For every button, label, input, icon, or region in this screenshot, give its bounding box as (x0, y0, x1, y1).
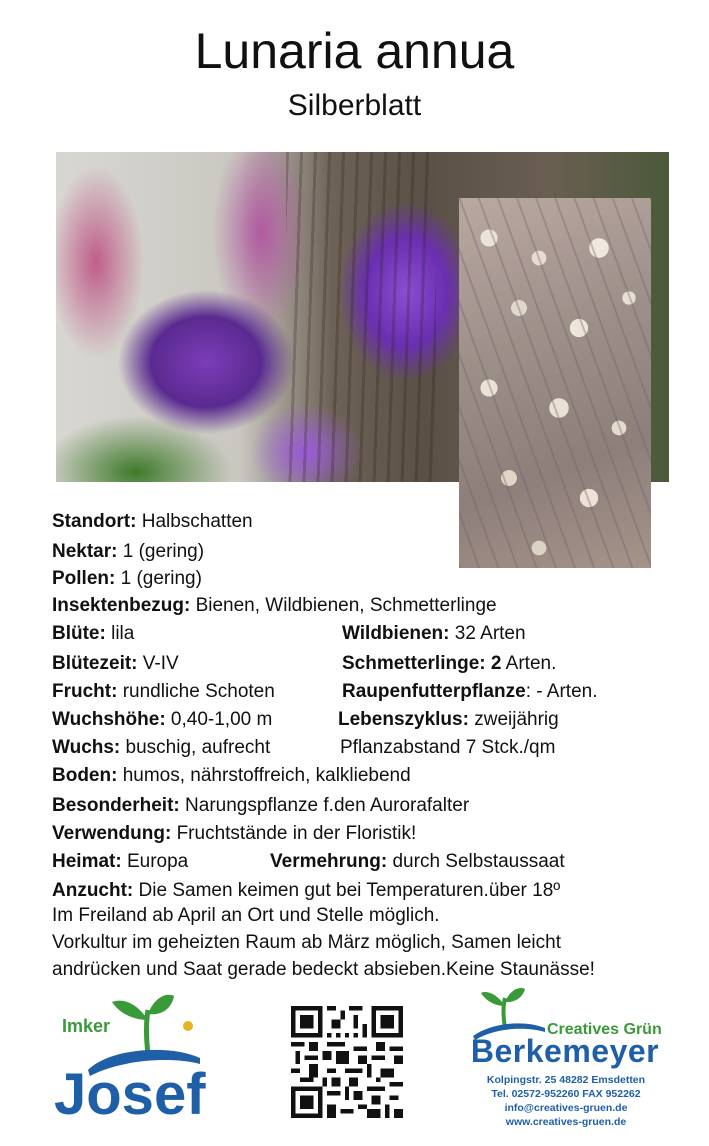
sprout-icon (481, 988, 525, 1028)
schmetterlinge-label: Schmetterlinge: 2 (342, 653, 502, 674)
bluetezeit-label: Blütezeit: (52, 653, 138, 674)
berk-email[interactable]: info@creatives-gruen.de (504, 1102, 628, 1114)
schmetterlinge-value: Arten. (501, 653, 557, 674)
schmetterlinge-row (342, 652, 556, 676)
raupenfutterpflanze-label: Raupenfutterpflanze (342, 681, 526, 702)
vermehrung-label: Vermehrung: (270, 851, 388, 872)
heimat-row (52, 850, 188, 874)
wuchshoehe-value: 0,40-1,00 m (165, 709, 273, 730)
vermehrung-row (270, 850, 565, 874)
nektar-value: 1 (gering) (117, 541, 205, 562)
anzucht-line-3: Vorkultur im geheizten Raum ab März möglich, Samen leicht (52, 932, 562, 953)
wuchs-label: Wuchs: (52, 737, 121, 758)
besonderheit-label: Besonderheit: (52, 795, 180, 816)
anzucht-line-2: Im Freiland ab April an Ort und Stelle möglich. (52, 905, 440, 926)
pflanzabstand: Pflanzabstand 7 Stck./qm (340, 737, 556, 758)
creatives-gruen-text: Creatives Grün (547, 1021, 662, 1038)
boden-row (52, 764, 411, 788)
bluete-label: Blüte: (52, 623, 106, 644)
pollen-row (52, 567, 202, 591)
boden-label: Boden: (52, 765, 118, 786)
page-title: Lunaria annua (194, 23, 515, 79)
anzucht-line-4: andrücken und Saat gerade bedeckt absieben.Keine Staunässe! (52, 959, 595, 980)
verwendung-value: Fruchtstände in der Floristik! (171, 823, 417, 844)
page-subtitle: Silberblatt (287, 89, 422, 122)
lebenszyklus-label: Lebenszyklus: (338, 709, 469, 730)
pollen-label: Pollen: (52, 568, 116, 589)
wildbienen-row (342, 622, 526, 646)
wuchshoehe-label: Wuchshöhe: (52, 709, 166, 730)
anzucht-value: Die Samen keimen gut bei Temperaturen.über 18º (133, 880, 561, 901)
heimat-label: Heimat: (52, 851, 122, 872)
bee-icon (183, 1021, 193, 1031)
lebenszyklus-value: zweijährig (468, 709, 559, 730)
nektar-label: Nektar: (52, 541, 118, 562)
wuchs-value: buschig, aufrecht (120, 737, 271, 758)
berk-web[interactable]: www.creatives-gruen.de (505, 1116, 627, 1128)
tree-trunk-texture (286, 152, 436, 482)
imker-josef-logo (50, 992, 225, 1122)
nektar-row (52, 540, 204, 564)
berkemeyer-name: Berkemeyer (470, 1033, 660, 1069)
raupenfutterpflanze-value: : - Arten. (525, 681, 598, 702)
standort-value: Halbschatten (136, 511, 253, 532)
standort-label: Standort: (52, 511, 137, 532)
insektenbezug-row (52, 594, 497, 618)
seed-pod-photo (459, 198, 651, 568)
anzucht-row (52, 879, 560, 903)
bluetezeit-value: V-IV (137, 653, 179, 674)
boden-value: humos, nährstoffreich, kalkliebend (117, 765, 411, 786)
anzucht-label: Anzucht: (52, 880, 134, 901)
insektenbezug-value: Bienen, Wildbienen, Schmetterlinge (190, 595, 497, 616)
heimat-value: Europa (121, 851, 189, 872)
insektenbezug-label: Insektenbezug: (52, 595, 191, 616)
qr-code[interactable] (291, 1006, 403, 1118)
frucht-row (52, 680, 275, 704)
wildbienen-label: Wildbienen: (342, 623, 450, 644)
frucht-value: rundliche Schoten (117, 681, 275, 702)
wuchshoehe-row (52, 708, 272, 732)
seed-pod-stems-texture (459, 198, 651, 568)
berk-phone: Tel. 02572-952260 FAX 952262 (491, 1088, 641, 1100)
vermehrung-value: durch Selbstaussaat (387, 851, 565, 872)
wildbienen-value: 32 Arten (449, 623, 526, 644)
bluetezeit-row (52, 652, 179, 676)
berk-address: Kolpingstr. 25 48282 Emsdetten (486, 1074, 646, 1086)
verwendung-row (52, 822, 416, 846)
bluete-row (52, 622, 134, 646)
sprout-icon (112, 995, 174, 1054)
josef-big-text: Josef (54, 1062, 206, 1122)
wuchs-row (52, 736, 270, 760)
pollen-value: 1 (gering) (115, 568, 202, 589)
verwendung-label: Verwendung: (52, 823, 172, 844)
raupenfutterpflanze-row (342, 680, 598, 704)
josef-small-text: Imker (62, 1016, 111, 1036)
bluete-value: lila (105, 623, 135, 644)
besonderheit-value: Narungspflanze f.den Aurorafalter (179, 795, 470, 816)
besonderheit-row (52, 794, 469, 818)
frucht-label: Frucht: (52, 681, 118, 702)
standort-row (52, 510, 253, 534)
lebenszyklus-row (338, 708, 559, 732)
